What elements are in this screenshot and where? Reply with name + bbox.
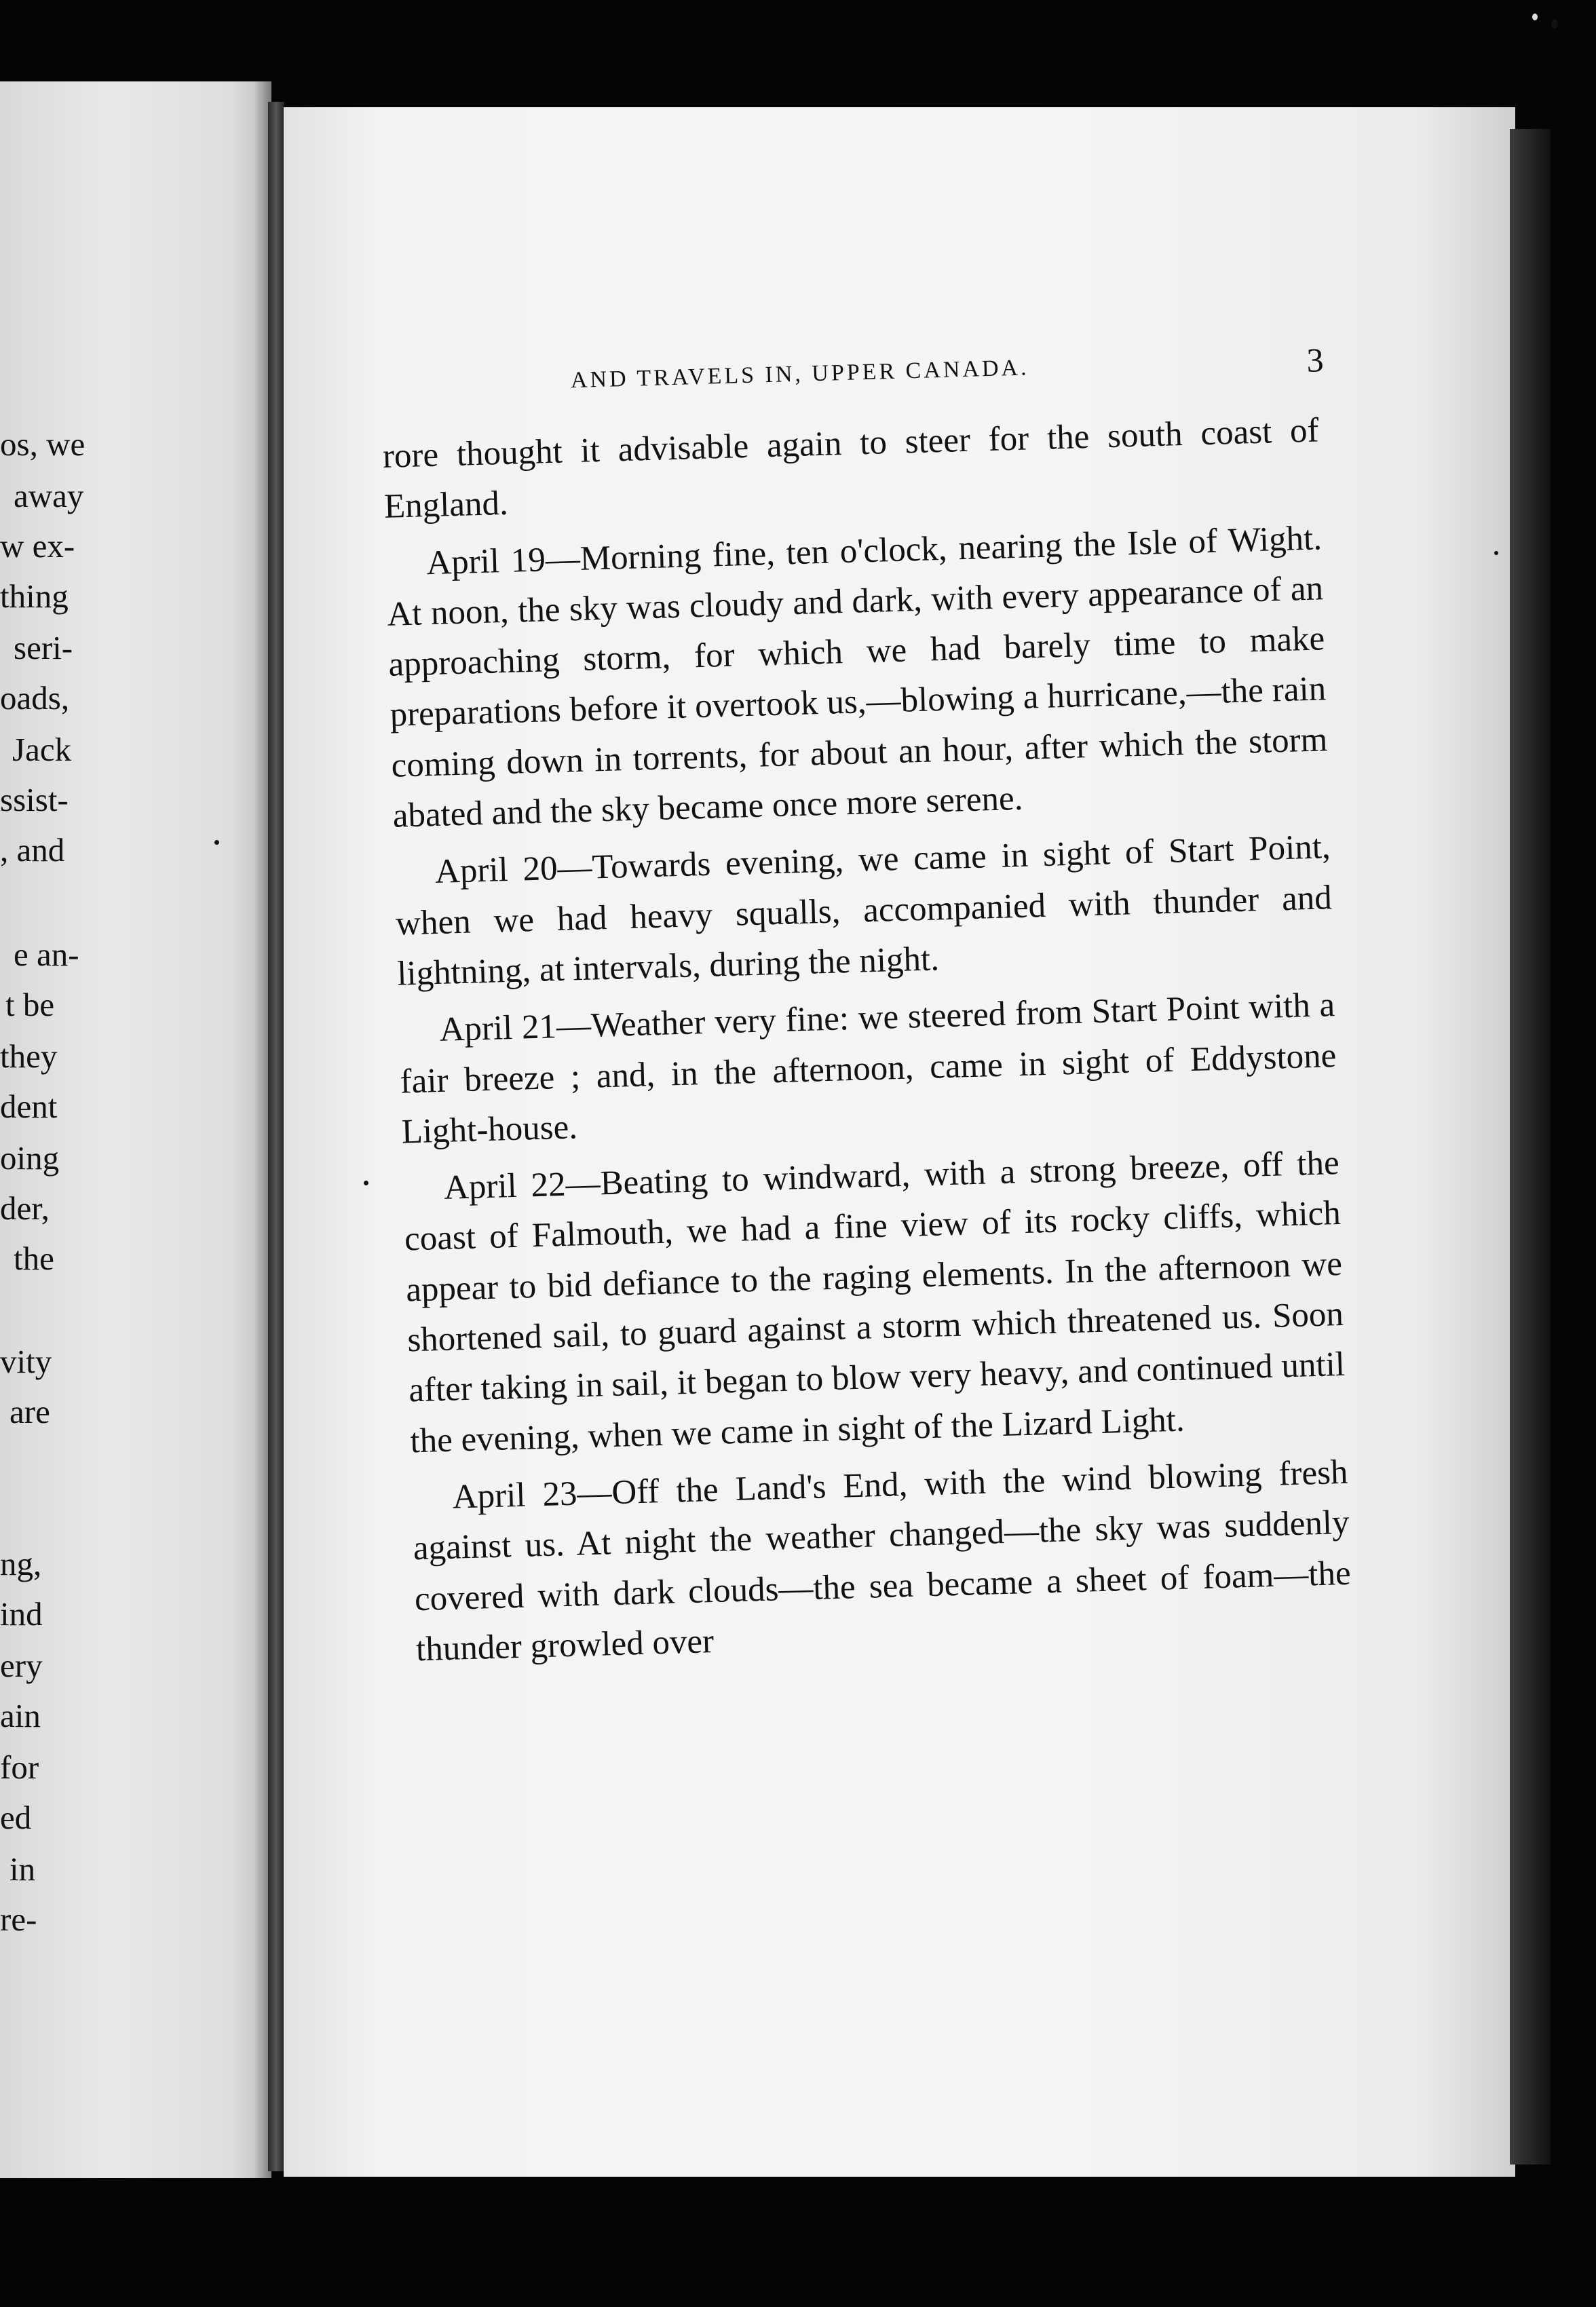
left-page-fragment: the (14, 1240, 54, 1277)
left-page-fragment: seri- (14, 629, 73, 666)
speck (364, 1181, 368, 1185)
page-number: 3 (1306, 341, 1325, 379)
left-page (0, 81, 271, 2178)
left-page-fragment: ng, (0, 1545, 42, 1582)
left-page-fragment: ed (0, 1799, 32, 1836)
paragraph-april-19: April 19—Morning fine, ten o'clock, nearing the Isle of Wight. At noon, the sky was cloudy and dark, with every appearance of an approaching storm, for which we had barely time to make preparations before it overtook us,—blowing a hurricane,—the rain coming down in torrents, for about an hour, after which the storm abated and the sky became once more serene. (386, 518, 1328, 835)
book-cover-edge (1510, 129, 1551, 2165)
paragraph-april-22: April 22—Beating to windward, with a strong breeze, off the coast of Falmouth, we had a fine view of its rocky cliffs, which appear to bid defiance to the raging elements. In the afternoon we shortened sail, to guard against a storm which threatened us. Soon after taking in sail, it began to blow very heavy, and continued until the evening, when we came in sight of the Lizard Light. (404, 1144, 1346, 1461)
left-page-fragment: , and (0, 831, 65, 869)
paragraph-april-23: April 23—Off the Land's End, with the wind blowing fresh against us. At night the weather changed—the sky was suddenly covered with dark clouds—the sea became a sheet of foam—the thunder growled over (413, 1453, 1352, 1669)
left-page-fragment: for (0, 1749, 39, 1786)
left-page-fragment: Jack (12, 731, 72, 768)
left-page-fragment: they (0, 1037, 58, 1075)
speck (1551, 19, 1558, 28)
left-page-fragment: are (10, 1393, 50, 1430)
left-page-fragment: ery (0, 1647, 43, 1684)
left-page-fragment: vity (0, 1343, 52, 1380)
left-page-fragment: dent (0, 1088, 58, 1125)
running-head-title: AND TRAVELS IN, UPPER CANADA. (570, 355, 1030, 394)
speck (1494, 551, 1498, 555)
left-page-fragment: t be (5, 986, 55, 1023)
left-page-fragment: ind (0, 1595, 43, 1633)
left-page-fragment: ssist- (0, 781, 69, 818)
left-page-fragment: e an- (14, 936, 79, 973)
page-text-block (380, 333, 1353, 1675)
left-page-fragment: oing (0, 1139, 60, 1177)
left-page-fragment: os, we (0, 425, 86, 463)
left-page-fragment: w ex- (0, 527, 75, 565)
speck (214, 840, 219, 845)
left-page-fragment: thing (0, 577, 69, 615)
paragraph-april-21: April 21—Weather very fine: we steered from Start Point with a fair breeze ; and, in the afternoon, came in sight of Eddystone Light-house. (399, 986, 1337, 1151)
left-page-fragment: re- (0, 1901, 37, 1938)
left-page-fragment: in (10, 1850, 36, 1888)
paragraph-continuation: rore thought it advisable again to steer for the south coast of England. (382, 411, 1320, 527)
paragraph-april-20: April 20—Towards evening, we came in sight of Start Point, when we had heavy squalls, accompanied with thunder and lightning, at intervals, during the night. (395, 828, 1333, 993)
left-page-fragment: der, (0, 1189, 50, 1227)
speck (1532, 14, 1538, 20)
left-page-fragment: away (14, 477, 84, 514)
book-gutter (268, 102, 284, 2171)
left-page-fragment: oads, (0, 679, 70, 717)
left-page-fragment: ain (0, 1697, 41, 1734)
